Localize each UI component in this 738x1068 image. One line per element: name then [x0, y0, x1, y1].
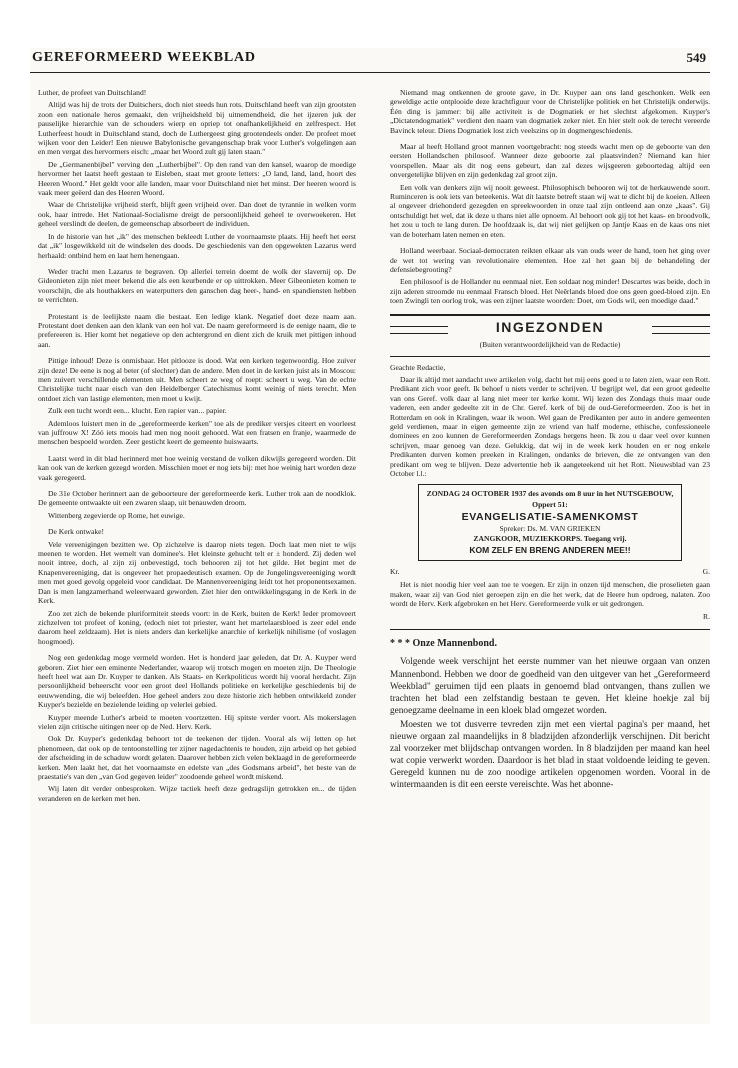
signature-left: Kr.: [390, 567, 400, 577]
ad-speaker: Spreker: Ds. M. VAN GRIEKEN: [499, 524, 601, 534]
paragraph: Moesten we tot dusverre tevreden zijn met een viertal pagina's per maand, het nieuwe orgaan zal maandelijks in 8 bladzijden afzonderlijk verschijnen. Dit bericht zal voorzeker met blijdschap ontvangen worden. In 8 bladzijden per maand kan heel wat copie verwerkt worden. Daardoor is het blad in staat voldoende leiding te geven. Geregeld kunnen nu de zoo noodige artikelen opgenomen worden. Vooral in de wintermaanden is dit een eerste vereischte. Was het abonne-: [390, 719, 710, 791]
letter-body: Daar ik altijd met aandacht uwe artikelen volg, dacht het mij eens goed u te laten zien, waar een Rott. Predikant zich voor geeft. Ik behoef u niets verder te schrijven. U begrijpt wel, dat een groot gedeelte van ons Geref. volk daar al lang niet meer ter kerke komt. Wij lezen des Zondags thuis maar oude vaderen, een ander gedeelte zit in de Chr. Geref. kerk of bij de oud-Gereformeerden. Zoo is het in Rotterdam en ook in Kralingen, waar ik woon. Wel gaan de Predikanten per auto in andere gemeenten geld verdienen, maar in eigen gemeente zijn ze vriend van half moderne, ethische, confessioneele dominees en zoo kunnen de Gereformeerden Zondags hergens heen. Ik zou u daar veel over kunnen schrijven, maar genoeg van deze. Gelukkig, dat wij in de week kerk houden en er nog enkele Predikanten durven komen preeken in Kralingen, ondanks de brieven, die ze ontvangen van den predikant om weg te blijven. Deze advertentie heb ik aangeteekend uit het Rott. Nieuwsblad van 23 October l.l.:: [390, 374, 710, 478]
ad-headline: EVANGELISATIE-SAMENKOMST: [461, 510, 639, 523]
paragraph: Volgende week verschijnt het eerste nummer van het nieuwe orgaan van onzen Mannenbond. Hebben we door de goedheid van den uitgever van het „Gereformeerd Weekblad" geruimen tijd een plaats in genoemd blad ontvangen, thans zullen we trachten het blad een zelfstandig bestaan te geven. Het kleine hoekje zal bij genoegzame deelname in een kloek blad omgezet worden.: [390, 657, 710, 716]
paragraph: Weder tracht men Lazarus te begraven. Op allerlei terrein doemt de wolk der slavernij op. De Gideonieten zijn niet meer bekend die als een keurbende er op uittrokken. Meer Gibeonieten komen te voorschijn, die als houthakkers en waterputters den ganschen dag heer-, hand- en spandiensten hebben te verrichten.: [38, 266, 356, 305]
paragraph: Zoo zet zich de bekende pluriformiteit steeds voort: in de Kerk, buiten de Kerk! Ieder promoveert zichzelven tot profeet of koning, (edoch niet tot priester, want het martelaarsbloed is zeer edel ende daarom heel zeldzaam). Het is niets anders dan kerkelijke anarchie of kerkelijk nihilisme (of voslagen hoogmoed).: [38, 608, 356, 646]
page-number: 549: [686, 50, 706, 65]
paragraph: Altijd was hij de trots der Duitschers, doch niet steeds hun rots. Duitschland heeft van zijn grootsten zoon een nationale heros gemaakt, den vrijheidsheld bij uitnemendheid, die het ijzeren juk der pauselijke hierarchie van de schouders wierp en opriep tot onafhankelijkheid en zelfrespect. Het Lutherfeest houdt in Duitschland stand, doch de Luthergeest ging grootendeels onder. De profeet moet wijken voor den Leider! Een nieuwe Babylonische gevangenschap brak voor Luther's volgelingen aan en men vergat des hervormers eisch: „maar het Woord zult gij laten staan.": [38, 100, 356, 157]
paragraph: Waar de Christelijke vrijheid sterft, blijft geen vrijheid over. Dan doet de tyrannie in welken vorm ook, haar intrede. Het Nationaal-Socialisme dreigt de persoonlijkheid geheel te overwoekeren. Het geheel verslindt de deelen, de gemeenschap absorbeert de individuen.: [38, 200, 356, 229]
paragraph: De 31e October herinnert aan de geboorteure der gereformeerde kerk. Luther trok aan de noodklok. De gemeente ontwaakte uit een zwaren slaap, uit benauwden droom.: [38, 489, 356, 508]
paragraph: Zulk een tucht wordt een... klucht. Een rapier van... papier.: [48, 406, 227, 416]
paragraph: Laatst werd in dit blad herinnerd met hoe weinig verstand de volken dikwijls geregeerd worden. Dit kan ook van de kerken gezegd worden. Misschien moet er nog iets bij: met hoe weinig hart worden deze vaak geregeerd.: [38, 453, 356, 482]
letter-salutation: Geachte Redactie,: [390, 362, 446, 372]
editor-reply: Het is niet noodig hier veel aan toe te voegen. Er zijn in onzen tijd menschen, die proselieten gaan maken, waar zij van God niet geroepen zijn en die het werk, dat de Heere hun opdroeg, nalaten. Zoo wordt de Herv. Kerk afgebroken en het Herv. Gereformeerde volk er uit gedrongen.: [390, 580, 710, 609]
paragraph: Pittige inhoud! Deze is onmisbaar. Het pitlooze is dood. Wat een kerken tegenwoordig. Hoe zuiver zijn deze! De eene is nog al beter (of slechter) dan de andere. Men doet in de kerken juist als in Moscou: men zuivert verschillende elementen uit. Men scheert ze weg of roept: scheert u weg. Van de echte Christelijke tucht naar eisch van den Heidelberger Catechismus komt weinig of niets terecht. Men ontdoet zich van lastige elementen, men moet u kwijt.: [38, 356, 356, 403]
ingezonden-heading: [390, 314, 710, 357]
paragraph: De Kerk ontwake!: [48, 527, 105, 537]
ad-cta: KOM ZELF EN BRENG ANDEREN MEE!!: [469, 544, 631, 555]
paragraph: Ook Dr. Kuyper's gedenkdag behoort tot de teekenen der tijden. Vooral als wij letten op het phenomeen, dat ook op de tentoonstelling ter zijner nagedachtenis te houden, zijn arbeid op het gebied der afscheiding in de schaduw wordt gelaten. Daarover hebben zich velen beklaagd in de gereformeerde kerken. Men laakt het, dat het voornaamste en edelste van „des Godsmans arbeid", het beste van de praestatie's van den „van God gegeven leider" zoodoende geheel wordt miskend.: [38, 734, 356, 781]
mannenbond-title: * * * Onze Mannenbond.: [390, 638, 497, 650]
section-heading: INGEZONDEN: [495, 318, 605, 335]
paragraph: Een philosoof is de Hollander nu eenmaal niet. Een soldaat nog minder! Descartes was beide, doch in zijn aderen stroomde nu eenmaal Fransch bloed. Het Neêrlands bloed doe ons geen goed-bloed zijn. En toen Zwingli ten oorlog trok, was een zijner laatste woorden: Doet, om Gods wil, een moedige daad.": [390, 277, 710, 306]
paragraph: Nog een gedenkdag moge vermeld worden. Het is honderd jaar geleden, dat Dr. A. Kuyper werd geboren. Ziet hier een eminente Nederlander, waarop wij trotsch mogen en moeten zijn. De Theologie heeft heel wat aan Dr. Kuyper te danken. Als Staats- en Kerkpoliticus wordt hij vooral herdacht. Zijn persoonlijkheid beheerscht voor een groot deel Hollands politieke en kerkelijke geschiedenis bij de eeuwwending, die wij beleefden. Hoe geheel anders zou deze historie zich hebben ontwikkeld zonder Kuyper's bezielde en bezielende leiding op velerlei gebied.: [38, 653, 356, 710]
letter-signature: [390, 567, 710, 576]
advertisement-box: [418, 484, 682, 561]
ad-date-line: ZONDAG 24 OCTOBER 1937 des avonds om 8 uur in het NUTSGEBOUW, Oppert 51:: [426, 489, 674, 509]
paragraph: Wittenberg zegevierde op Rome, het euwige.: [48, 510, 185, 520]
paragraph: Een volk van denkers zijn wij nooit geweest. Philosophisch behooren wij tot de herkauwende soort. Ruminceren is ook iets van beteekenis. Wat dit laatste betreft staan wij wat te dicht bij de koeien. Alleen al ongeveer driehonderd gezegden en spreekwoorden in onze taal zijn ontleend aan onze „kaas". Gij ontschuldigt het wel, dat ik deze u thans niet alle opnoem. Al behoort ook gij tot het kaas- en broodvolk, het zou u toch te lang duren. De hoofdzaak is, dat wij niet gelijken op Jantje Kaas en de kaas ons niet van de boterham laten nemen en eten.: [390, 182, 710, 239]
paragraph: Wij laten dit verder onbesproken. Wijze tactiek heeft deze gedragslijn getrokken en... de tijden veranderen en de kerken met hen.: [38, 784, 356, 803]
publication-title: GEREFORMEERD WEEKBLAD: [32, 50, 256, 65]
paragraph: Holland weerbaar. Sociaal-democraten reikten elkaar als van ouds weer de hand, toen het ging over de wet tot wering van revolutionaire elementen. Hoe zal het gaan bij de behandeling der defensiebegrooting?: [390, 246, 710, 274]
reply-signature: R.: [703, 611, 710, 621]
left-column: [38, 88, 356, 806]
section-divider: [390, 629, 710, 630]
paragraph: Kuyper meende Luther's arbeid te moeten voortzetten. Hij spitste verder voort. Als mokerslagen vielen zijn critische uitingen neer op de Ned. Herv. Kerk.: [38, 712, 356, 731]
paragraph: Ademloos luistert men in de „gereformeerde kerken" toe als de prediker versjes citeert en voorleest van juffrouw X! Zóó iets moois had men nog nooit gehoord. Wat een fratsen en franje, waarmede de menschen bespoeld worden. Zeer gesticht keert de gemeente huiswaarts.: [38, 418, 356, 447]
paragraph: Vele vereenigingen bezitten we. Op zichzelve is daarop niets tegen. Doch laat men niet te wijs meenen te worden. Het wemelt van dominee's. Het kleinste gehucht telt er ± honderd. Zij deden wel nooit intree, doch, al zijn zij onbevestigd, toch behooren zij tot het gilde. Het begint met de Knapenvereeniging, dat is ongeveer het propaedeutisch examen. Op de Jongelingsvereeniging wordt men met goed gevolg opgeleid voor candidaat. De Mannenvereeniging leidt tot het proponentsexamen. Dan is men langzamerhand weleerwaard geworden. Ziet hier den ontwikkelingsgang in de Kerk in de Kerk.: [38, 539, 356, 606]
paragraph: Luther, de profeet van Duitschland!: [38, 88, 147, 97]
paragraph: Maar al heeft Holland groot mannen voortgebracht: nog steeds wacht men op de geboorte van den eersten Hollandschen philosoof. Wanneer deze geboorte zal plaatsvinden? Niemand kan hier voorspellen. Maar als dit nog eens gebeurt, dan zal dezes wijsgeeren geboortedag altijd een onvergetelijke blijven en zijn gedenkdag zal groot zijn.: [390, 142, 710, 180]
signature-right: G.: [702, 567, 710, 577]
paragraph: Niemand mag ontkennen de groote gave, in Dr. Kuyper aan ons land geschonken. Welk een geweldige actie ontplooide deze krachtfiguur voor de Christelijke politiek en het Christelijk onderwijs. Één ding is jammer: bij alle activiteit is de Dogmatiek er het slechtst afgekomen. Kuyper's „Dictatendogmatiek" verdient den naam van dogmatiek zeker niet. En hier stelt ook de terecht vereerde Bavinck teleur. Diens Dogmatiek lost zich veelszins op in dogmengeschiedenis.: [390, 88, 710, 135]
paragraph: De „Germanenbijbel" verving den „Lutherbijbel". Op den rand van den kansel, waarop de moedige hervormer het laatst heeft gestaan te Eisleben, staat met groote letters: „O land, land, land, hoort des Heeren Woord." Het geldt voor alle landen, maar voor Duitschland niet het minst. Der heeren woord is vaak meer geëerd dan des Heeren Woord.: [38, 159, 356, 198]
paragraph: Protestant is de leelijkste naam die bestaat. Een ledige klank. Negatief doet deze naam aan. Protestant doet denken aan den klank van een hol vat. De naam gereformeerd is de eenige naam, die te prefereeren is. Hier komt het negatieve op den achtergrond en dient zich de kruik met pittigen inhoud aan.: [38, 311, 356, 349]
right-column: [390, 88, 710, 793]
paragraph: In de historie van het „ik" des menschen bekleedt Luther de voornaamste plaats. Hij heeft het eerst dat „ik" losgewikkeld uit de windselen des doods. De geschiedenis van den opgewekten Lazarus werd herhaald: ontbind hem en laat hem henengaan.: [38, 231, 356, 260]
mannenbond-body: [390, 656, 710, 791]
page-header: [30, 48, 710, 73]
section-subheading: (Buiten verantwoordelijkheid van de Redactie): [479, 339, 621, 349]
ad-choir: ZANGKOOR, MUZIEKKORPS. Toegang vrij.: [473, 534, 627, 544]
